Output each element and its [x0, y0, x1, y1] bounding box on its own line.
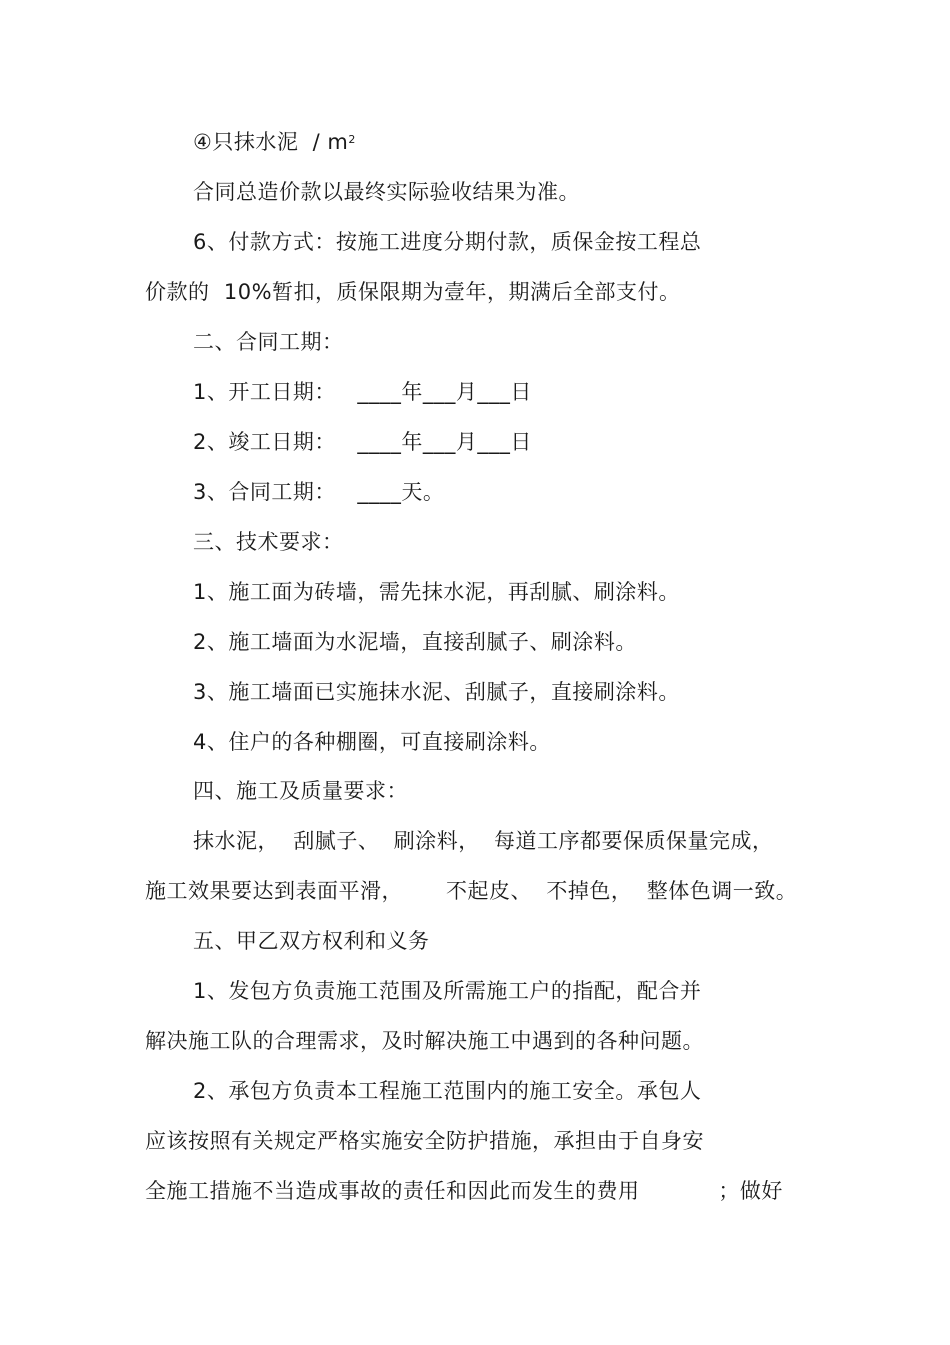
section-heading: 五、甲乙双方权利和义务	[193, 929, 430, 953]
text-line: 价款的 10%暂扣，质保限期为壹年，期满后全部支付。	[145, 280, 681, 304]
text-line: 3、施工墙面已实施抹水泥、刮腻子，直接刷涂料。	[193, 680, 680, 704]
text-line: 6、付款方式：按施工进度分期付款，质保金按工程总	[193, 230, 702, 254]
text-line: 2、竣工日期： ____年___月___日	[193, 430, 532, 454]
section-heading: 二、合同工期：	[193, 330, 344, 354]
text-line: 2、承包方负责本工程施工范围内的施工安全。承包人	[193, 1079, 702, 1103]
text-line: 抹水泥， 刮腻子、 刷涂料， 每道工序都要保质保量完成，	[193, 829, 774, 853]
text-line: 2、施工墙面为水泥墙，直接刮腻子、刷涂料。	[193, 630, 637, 654]
section-heading: 三、技术要求：	[193, 530, 344, 554]
section-heading: 四、施工及质量要求：	[193, 779, 408, 803]
text-line: 3、合同工期： ____天。	[193, 480, 445, 504]
text-line: 4、住户的各种棚圈，可直接刷涂料。	[193, 730, 551, 754]
text-line: 合同总造价款以最终实际验收结果为准。	[193, 180, 580, 204]
unit-superscript: 2	[348, 133, 356, 146]
text-line: ④只抹水泥 / $m^2$	[193, 130, 356, 154]
text-line: 1、开工日期： ____年___月___日	[193, 380, 532, 404]
text-line: 施工效果要达到表面平滑， 不起皮、 不掉色， 整体色调一致。	[145, 879, 798, 903]
text-line: 解决施工队的合理需求，及时解决施工中遇到的各种问题。	[145, 1029, 704, 1053]
text-line: 1、施工面为砖墙，需先抹水泥，再刮腻、刷涂料。	[193, 580, 680, 604]
text-line: 1、发包方负责施工范围及所需施工户的指配，配合并	[193, 979, 702, 1003]
text-line: 应该按照有关规定严格实施安全防护措施，承担由于自身安	[145, 1129, 704, 1153]
text-line: 全施工措施不当造成事故的责任和因此而发生的费用 ；做好	[145, 1179, 783, 1203]
